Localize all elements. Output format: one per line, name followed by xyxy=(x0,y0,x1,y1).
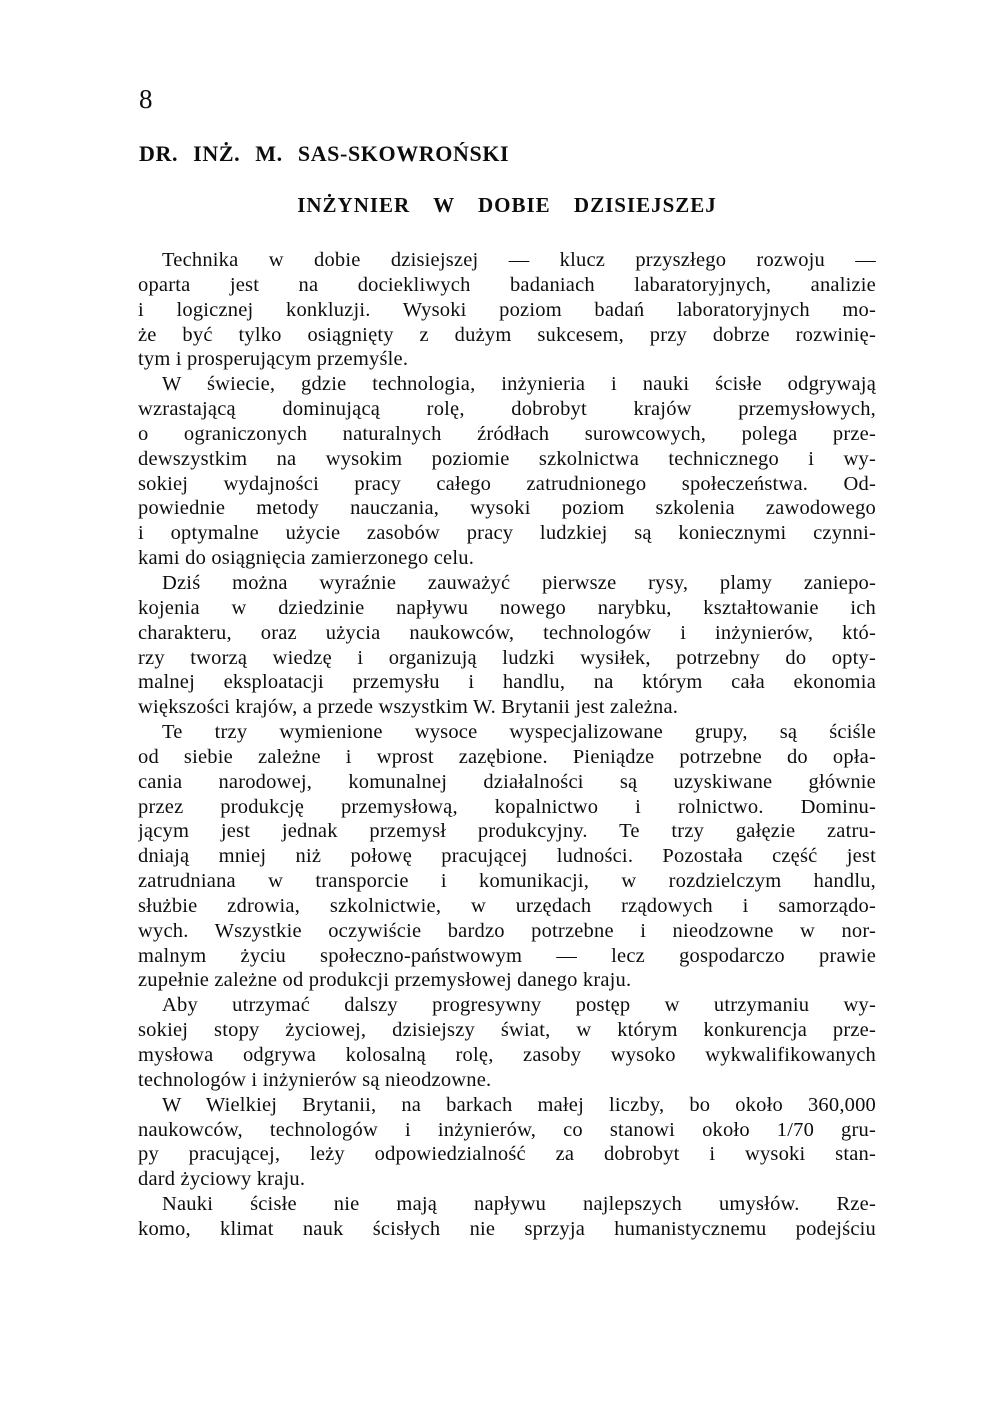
text-line: W Wielkiej Brytanii, na barkach małej liczby, bo około 360,000 xyxy=(162,1093,876,1116)
text-line: powiednie metody nauczania, wysoki poziom szkolenia zawodowego xyxy=(138,497,876,520)
text-line: tym i prosperującym przemyśle. xyxy=(138,348,409,371)
text-line: py pracującej, leży odpowiedzialność za dobrobyt i wysoki stan- xyxy=(138,1143,876,1166)
text-line: komo, klimat nauk ścisłych nie sprzyja humanistycznemu podejściu xyxy=(138,1217,876,1240)
text-line: Aby utrzymać dalszy progresywny postęp w utrzymaniu wy- xyxy=(162,994,876,1017)
text-line: kami do osiągnięcia zamierzonego celu. xyxy=(138,547,475,570)
text-line: rzy tworzą wiedzę i organizują ludzki wysiłek, potrzebny do opty- xyxy=(138,646,876,669)
text-line: wzrastającą dominującą rolę, dobrobyt krajów przemysłowych, xyxy=(138,398,876,421)
paragraph xyxy=(138,1093,876,1192)
paragraph xyxy=(138,571,876,720)
text-line: charakteru, oraz użycia naukowców, technologów i inżynierów, któ- xyxy=(138,621,876,644)
text-line: kojenia w dziedzinie napływu nowego narybku, kształtowanie ich xyxy=(138,596,876,619)
text-line: dard życiowy kraju. xyxy=(138,1168,306,1191)
text-line: sokiej wydajności pracy całego zatrudnionego społeczeństwa. Od- xyxy=(138,472,876,495)
text-line: Te trzy wymienione wysoce wyspecjalizowane grupy, są ściśle xyxy=(162,721,876,744)
paragraph xyxy=(138,720,876,993)
text-line: cania narodowej, komunalnej działalności są uzyskiwane głównie xyxy=(138,770,876,793)
text-line: mysłowa odgrywa kolosalną rolę, zasoby wysoko wykwalifikowanych xyxy=(138,1044,876,1066)
text-line: służbie zdrowia, szkolnictwie, w urzędach rządowych i samorządo- xyxy=(138,894,876,917)
paragraph xyxy=(138,993,876,1092)
page-number: 8 xyxy=(139,84,153,114)
text-line: technologów i inżynierów są nieodzowne. xyxy=(138,1068,492,1091)
paragraph xyxy=(138,372,876,571)
text-line: W świecie, gdzie technologia, inżynieria i nauki ścisłe odgrywają xyxy=(162,373,876,396)
paragraph xyxy=(138,1192,876,1242)
text-line: Dziś można wyraźnie zauważyć pierwsze rysy, plamy zaniepo- xyxy=(162,571,876,594)
author-line: DR. INŻ. M. SAS-SKOWROŃSKI xyxy=(139,141,510,166)
text-line: o ograniczonych naturalnych źródłach surowcowych, polega prze- xyxy=(138,422,876,445)
text-line: dniają mniej niż połowę pracującej ludności. Pozostała część jest xyxy=(138,845,876,868)
text-line: od siebie zależne i wprost zazębione. Pieniądze potrzebne do opła- xyxy=(138,745,876,768)
article-body xyxy=(138,248,876,1242)
text-line: oparta jest na dociekliwych badaniach labaratoryjnych, analizie xyxy=(138,273,876,296)
text-line: jącym jest jednak przemysł produkcyjny. Te trzy gałęzie zatru- xyxy=(138,820,876,843)
text-line: Nauki ścisłe nie mają napływu najlepszych umysłów. Rze- xyxy=(162,1193,876,1216)
text-line: naukowców, technologów i inżynierów, co stanowi około 1/70 gru- xyxy=(138,1118,876,1141)
text-line: Technika w dobie dzisiejszej — klucz przyszłego rozwoju — xyxy=(162,249,876,271)
text-line: dewszystkim na wysokim poziomie szkolnictwa technicznego i wy- xyxy=(138,447,876,470)
text-line: i optymalne użycie zasobów pracy ludzkiej są koniecznymi czynni- xyxy=(138,522,876,545)
text-line: malnej eksploatacji przemysłu i handlu, na którym cała ekonomia xyxy=(138,671,876,694)
text-line: większości krajów, a przede wszystkim W. Brytanii jest zależna. xyxy=(138,696,679,719)
text-line: sokiej stopy życiowej, dzisiejszy świat, w którym konkurencja prze- xyxy=(138,1019,876,1042)
text-line: przez produkcję przemysłową, kopalnictwo i rolnictwo. Dominu- xyxy=(138,795,876,818)
text-line: zupełnie zależne od produkcji przemysłowej danego kraju. xyxy=(138,969,632,992)
text-line: że być tylko osiągnięty z dużym sukcesem, przy dobrze rozwinię- xyxy=(138,323,876,346)
paragraph xyxy=(138,248,876,372)
article-title: INŻYNIER W DOBIE DZISIEJSZEJ xyxy=(297,193,717,217)
text-line: zatrudniana w transporcie i komunikacji, w rozdzielczym handlu, xyxy=(138,870,876,893)
text-line: malnym życiu społeczno-państwowym — lecz gospodarczo prawie xyxy=(138,944,876,967)
text-line: wych. Wszystkie oczywiście bardzo potrzebne i nieodzowne w nor- xyxy=(138,919,876,942)
text-line: i logicznej konkluzji. Wysoki poziom badań laboratoryjnych mo- xyxy=(138,298,876,321)
